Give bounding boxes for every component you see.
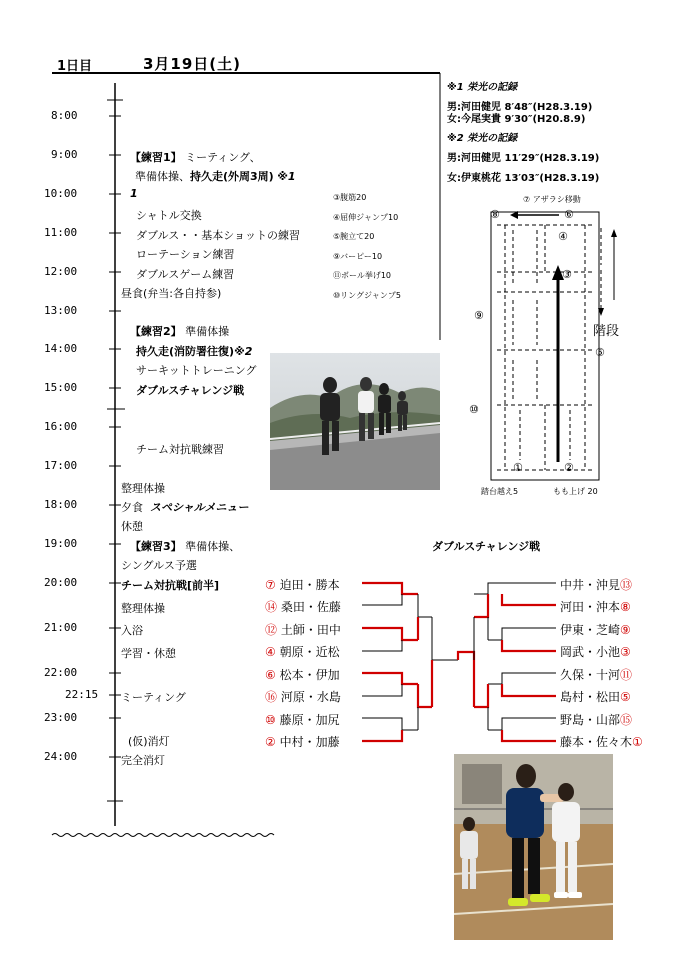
item-one: 1 bbox=[130, 187, 138, 200]
exercise-item: ③腹筋20 bbox=[333, 193, 367, 202]
team-names: 松本・伊加 bbox=[279, 668, 340, 682]
schedule-item: ローテーション練習 bbox=[136, 248, 235, 261]
team-names: 河田・沖本 bbox=[560, 600, 621, 614]
record-men: 男:河田健児 11′29″(H28.3.19) bbox=[447, 153, 600, 164]
high-knees-label: もも上げ 20 bbox=[553, 487, 598, 496]
special-menu: スペシャルメニュー bbox=[150, 501, 249, 514]
seed-number: ⑤ bbox=[620, 690, 631, 704]
schedule-item: シングルス予選 bbox=[121, 559, 197, 572]
schedule-item: 休憩 bbox=[121, 520, 143, 533]
practice3-title: 【練習3】 bbox=[130, 540, 182, 553]
time-label: 11:00 bbox=[44, 226, 78, 239]
time-label: 19:00 bbox=[44, 537, 78, 550]
seal-move-label: ⑦ アザラシ移動 bbox=[523, 195, 581, 204]
badminton-photo bbox=[454, 754, 613, 940]
schedule-item: 整理体操 bbox=[121, 482, 165, 495]
team-names: 岡武・小池 bbox=[560, 645, 621, 659]
team-names: 島村・松田 bbox=[560, 690, 621, 704]
seed-number: ① bbox=[632, 735, 643, 749]
seed-number: ⑨ bbox=[620, 623, 631, 637]
date-label: 3月19日(土) bbox=[143, 55, 242, 73]
practice2-text: 準備体操 bbox=[185, 325, 230, 338]
schedule-item: 完全消灯 bbox=[121, 754, 165, 767]
team-names: 藤原・加尻 bbox=[279, 713, 340, 727]
note-mark: ※1 bbox=[277, 170, 296, 183]
team-names: 伊東・芝崎 bbox=[560, 623, 621, 637]
stairs-label: 階段 bbox=[593, 324, 620, 339]
seed-number: ⑫ bbox=[265, 623, 278, 637]
team-names: 河原・水島 bbox=[280, 690, 341, 704]
step-over-label: 踏台越え5 bbox=[481, 487, 519, 496]
time-label: 9:00 bbox=[51, 148, 78, 161]
team-names: 朝原・近松 bbox=[279, 645, 340, 659]
practice1-title: 【練習1】 bbox=[130, 151, 182, 164]
seed-number: ⑯ bbox=[265, 690, 278, 704]
team-names: 中井・沖見 bbox=[560, 578, 621, 592]
schedule-item: 整理体操 bbox=[121, 602, 165, 615]
time-label: 23:00 bbox=[44, 711, 78, 724]
station-8: ⑧ bbox=[490, 208, 500, 221]
station-6: ⑥ bbox=[564, 208, 574, 221]
record-title: ※1 栄光の記録 bbox=[447, 82, 518, 93]
badminton-photo-art bbox=[454, 754, 613, 940]
practice1-text: ミーティング、 bbox=[185, 151, 261, 164]
time-label: 24:00 bbox=[44, 750, 78, 763]
record-women: 女:今尾実貴 9′30″(H20.8.9) bbox=[447, 114, 586, 125]
exercise-item: ⑩リングジャンプ5 bbox=[333, 291, 401, 300]
seed-number: ⑧ bbox=[620, 600, 631, 614]
station-9: ⑨ bbox=[474, 309, 484, 322]
exercise-item: ⑤腕立て20 bbox=[333, 232, 375, 241]
schedule-item: チーム対抗戦[前半] bbox=[121, 579, 220, 592]
schedule-item: 昼食(弁当:各自持参) bbox=[121, 287, 222, 300]
seed-number: ⑬ bbox=[620, 578, 633, 592]
time-label: 16:00 bbox=[44, 420, 78, 433]
seed-number: ⑮ bbox=[620, 713, 633, 727]
station-2: ② bbox=[564, 461, 574, 474]
schedule-item: 学習・休憩 bbox=[121, 647, 176, 660]
time-label: 22:00 bbox=[44, 666, 78, 679]
seed-number: ⑦ bbox=[265, 578, 276, 592]
practice3-text: 準備体操、 bbox=[185, 540, 241, 553]
team-names: 久保・十河 bbox=[560, 668, 621, 682]
time-label: 21:00 bbox=[44, 621, 78, 634]
schedule-item: チーム対抗戦練習 bbox=[136, 443, 224, 456]
time-label: 8:00 bbox=[51, 109, 78, 122]
schedule-item: シャトル交換 bbox=[136, 209, 202, 222]
team-names: 桑田・佐藤 bbox=[280, 600, 341, 614]
station-3: ③ bbox=[562, 268, 572, 281]
record-men: 男:河田健児 8′48″(H28.3.19) bbox=[447, 102, 593, 113]
schedule-item: サーキットトレーニング bbox=[136, 364, 257, 377]
time-label: 15:00 bbox=[44, 381, 78, 394]
time-label: 10:00 bbox=[44, 187, 78, 200]
time-label: 14:00 bbox=[44, 342, 78, 355]
team-names: 土師・田中 bbox=[280, 623, 341, 637]
dinner-text: 夕食 bbox=[121, 501, 143, 514]
record-title: ※2 栄光の記録 bbox=[447, 133, 518, 144]
endurance-text: 持久走(外周3周) bbox=[190, 170, 274, 183]
station-4: ④ bbox=[558, 230, 568, 243]
team-names: 迫田・勝本 bbox=[279, 578, 340, 592]
schedule-item: ミーティング bbox=[121, 691, 186, 704]
seed-number: ⑥ bbox=[265, 668, 276, 682]
exercise-item: ⑪ボール挙げ10 bbox=[333, 271, 392, 280]
endurance2-text: 持久走(消防署往復) bbox=[136, 345, 235, 358]
time-label: 13:00 bbox=[44, 304, 78, 317]
record-women: 女:伊東桃花 13′03″(H28.3.19) bbox=[447, 173, 600, 184]
time-label: 18:00 bbox=[44, 498, 78, 511]
station-1: ① bbox=[513, 461, 523, 474]
station-10: ⑩ bbox=[469, 403, 479, 416]
schedule-item: (仮)消灯 bbox=[128, 735, 170, 748]
team-names: 野島・山部 bbox=[560, 713, 621, 727]
team-names: 中村・加藤 bbox=[279, 735, 340, 749]
team-names: 藤本・佐々木 bbox=[560, 735, 633, 749]
schedule-item: ダブルスチャレンジ戦 bbox=[136, 384, 245, 397]
seed-number: ② bbox=[265, 735, 276, 749]
warmup-text: 準備体操、 bbox=[135, 170, 190, 183]
note-mark: ※2 bbox=[234, 345, 253, 358]
exercise-item: ⑨バーピー10 bbox=[333, 252, 383, 261]
seed-number: ⑩ bbox=[265, 713, 276, 727]
bracket-title: ダブルスチャレンジ戦 bbox=[432, 540, 541, 553]
practice2-title: 【練習2】 bbox=[130, 325, 182, 338]
seed-number: ③ bbox=[620, 645, 631, 659]
time-label: 22:15 bbox=[65, 688, 99, 701]
seed-number: ⑪ bbox=[620, 668, 633, 682]
seed-number: ④ bbox=[265, 645, 276, 659]
schedule-item: ダブルス・・基本ショットの練習 bbox=[136, 229, 301, 242]
day-label: 1日目 bbox=[57, 59, 93, 74]
exercise-item: ④屈伸ジャンプ10 bbox=[333, 213, 399, 222]
station-5: ⑤ bbox=[595, 346, 605, 359]
time-label: 20:00 bbox=[44, 576, 78, 589]
schedule-item: 入浴 bbox=[121, 624, 143, 637]
time-label: 12:00 bbox=[44, 265, 78, 278]
seed-number: ⑭ bbox=[265, 600, 278, 614]
time-label: 17:00 bbox=[44, 459, 78, 472]
schedule-item: ダブルスゲーム練習 bbox=[136, 268, 235, 281]
